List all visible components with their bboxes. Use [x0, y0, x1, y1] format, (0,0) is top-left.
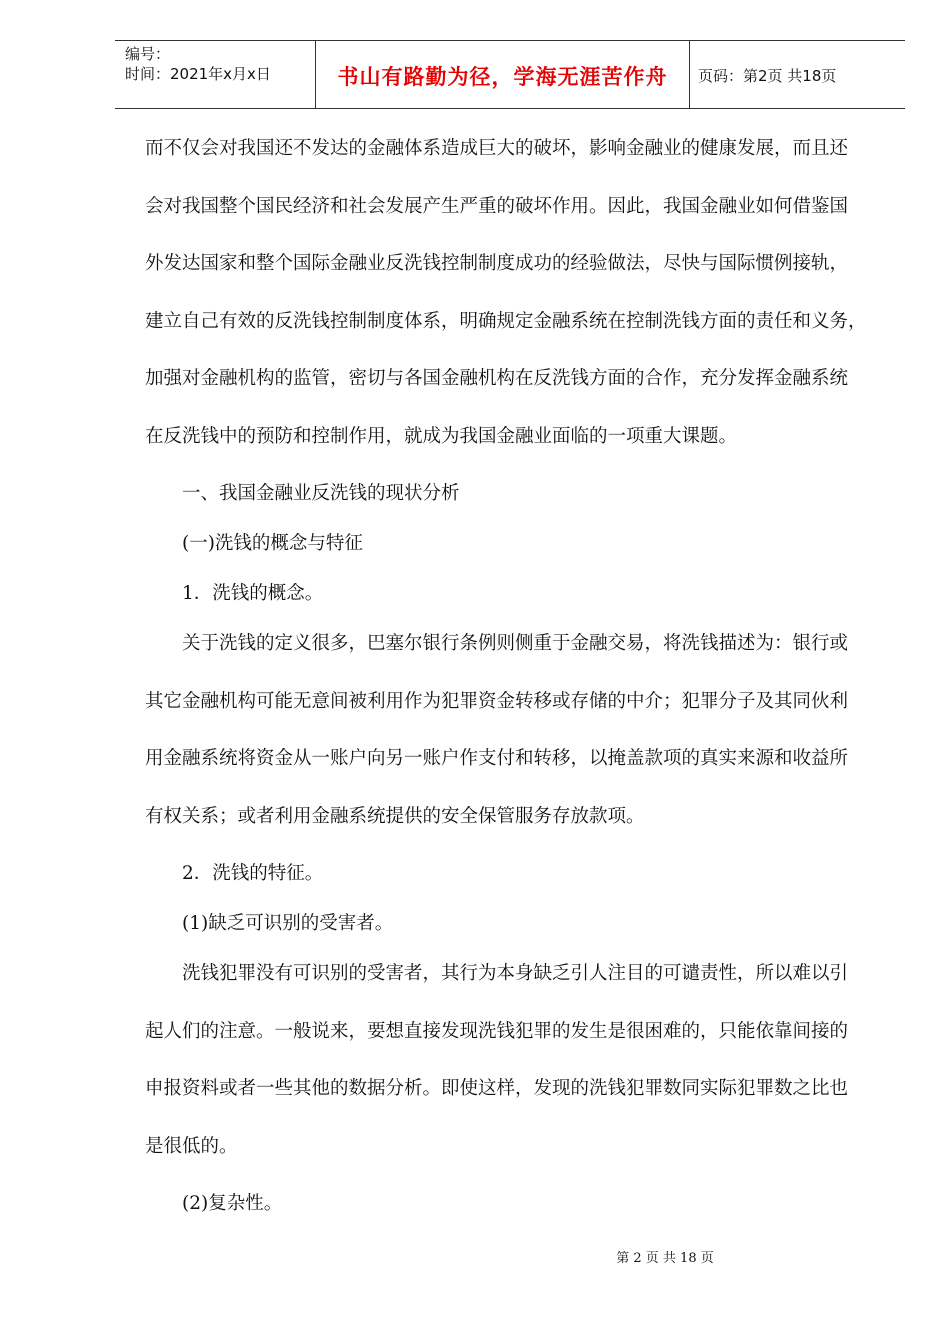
number-label: 编号：: [125, 45, 171, 63]
document-body: [145, 130, 875, 1243]
item-heading: 2．洗钱的特征。: [182, 863, 324, 884]
header-meta-cell: [115, 41, 316, 108]
sub-item-heading: (1)缺乏可识别的受害者。: [182, 913, 394, 934]
paragraph-line: 建立自己有效的反洗钱控制制度体系，明确规定金融系统在控制洗钱方面的责任和义务，: [145, 310, 867, 332]
header-motto-cell: [316, 41, 690, 108]
page-header: [115, 40, 905, 109]
paragraph-line: 外发达国家和整个国际金融业反洗钱控制制度成功的经验做法，尽快与国际惯例接轨，: [145, 253, 849, 274]
time-label: 时间：2021年x月x日: [125, 65, 271, 83]
paragraph-line: 在反洗钱中的预防和控制作用，就成为我国金融业面临的一项重大课题。: [145, 425, 738, 447]
paragraph-line: 洗钱犯罪没有可识别的受害者，其行为本身缺乏引人注目的可谴责性，所以难以引: [182, 963, 849, 984]
paragraph-line: 加强对金融机构的监管，密切与各国金融机构在反洗钱方面的合作，充分发挥金融系统: [145, 368, 849, 389]
paragraph-line: 是很低的。: [145, 1135, 238, 1157]
section-heading: 一、我国金融业反洗钱的现状分析: [182, 483, 460, 504]
paragraph-line: 申报资料或者一些其他的数据分析。即使这样，发现的洗钱犯罪数同实际犯罪数之比也: [145, 1078, 849, 1099]
paragraph-line: 关于洗钱的定义很多，巴塞尔银行条例则侧重于金融交易，将洗钱描述为：银行或: [182, 633, 849, 654]
header-page-info: 页码：第2页 共18页: [698, 67, 837, 85]
sub-item-heading: (2)复杂性。: [182, 1193, 283, 1214]
paragraph-line: 其它金融机构可能无意间被利用作为犯罪资金转移或存储的中介；犯罪分子及其同伙利: [145, 690, 849, 712]
header-page-cell: [690, 41, 905, 108]
page-footer: 第 2 页 共 18 页: [616, 1251, 714, 1266]
paragraph-line: 会对我国整个国民经济和社会发展产生严重的破坏作用。因此，我国金融业如何借鉴国: [145, 195, 849, 217]
paragraph-line: 有权关系；或者利用金融系统提供的安全保管服务存放款项。: [145, 805, 645, 827]
paragraph-line: 而不仅会对我国还不发达的金融体系造成巨大的破坏，影响金融业的健康发展，而且还: [145, 138, 849, 159]
subsection-heading: (一)洗钱的概念与特征: [182, 533, 363, 554]
item-heading: 1．洗钱的概念。: [182, 583, 324, 604]
paragraph-line: 用金融系统将资金从一账户向另一账户作支付和转移，以掩盖款项的真实来源和收益所: [145, 748, 849, 769]
motto-text: 书山有路勤为径，学海无涯苦作舟: [337, 65, 668, 89]
paragraph-line: 起人们的注意。一般说来，要想直接发现洗钱犯罪的发生是很困难的，只能依靠间接的: [145, 1020, 849, 1042]
